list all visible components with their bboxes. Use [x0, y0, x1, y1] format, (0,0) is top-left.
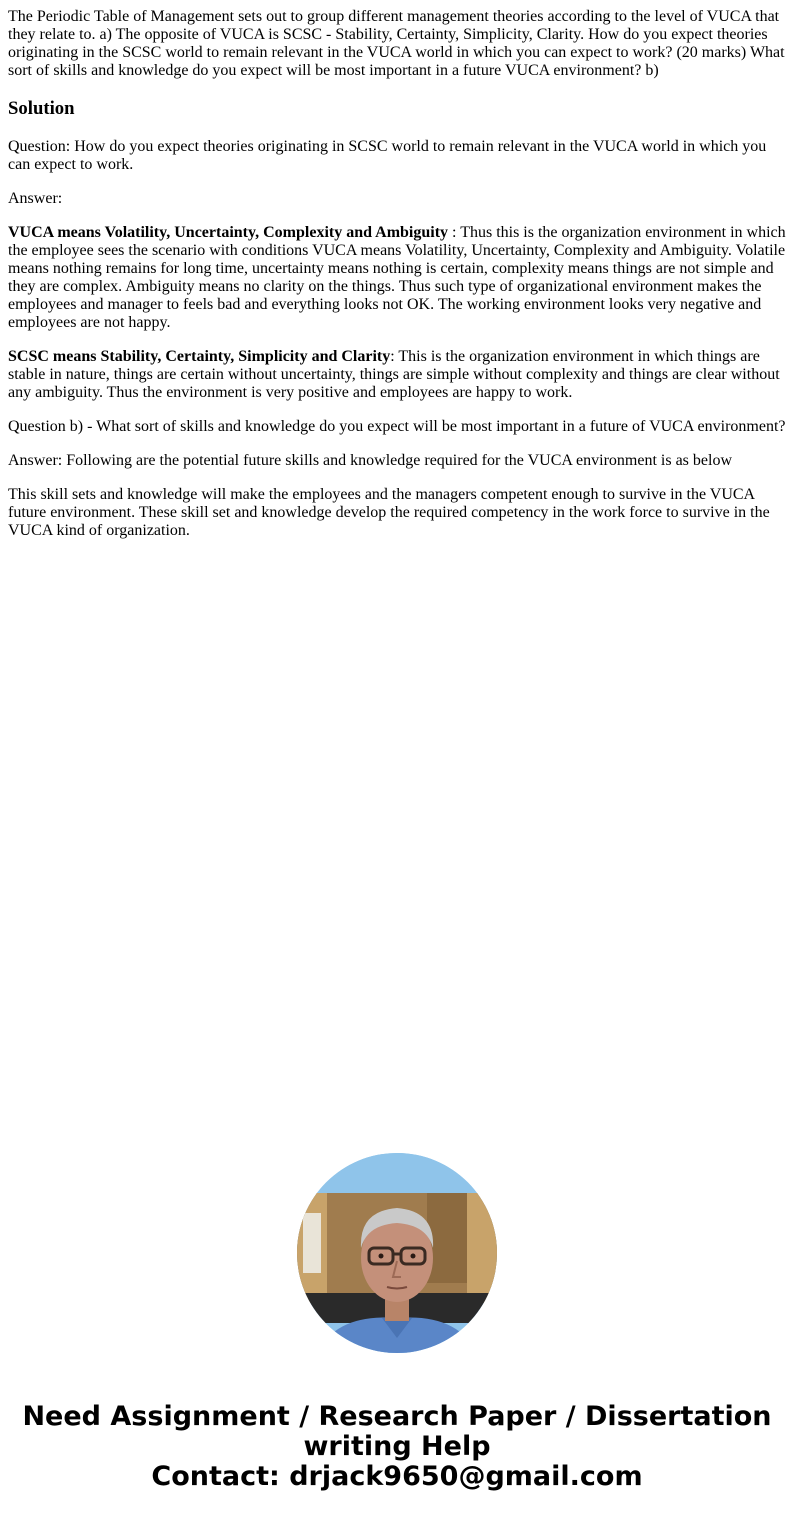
document-body — [8, 8, 786, 556]
avatar-portrait — [297, 1153, 497, 1353]
promo-contact: Contact: drjack9650@gmail.com — [151, 1461, 643, 1492]
promo-line-1: Need Assignment / Research Paper / Dissertation — [22, 1401, 772, 1432]
solution-heading: Solution — [8, 98, 75, 119]
vuca-term: VUCA means Volatility, Uncertainty, Complexity and Ambiguity — [8, 224, 449, 241]
scsc-paragraph — [8, 348, 786, 402]
conclusion-paragraph: This skill sets and knowledge will make the employees and the managers competent enough to survive in the VUCA future environment. These skill set and knowledge develop the required competency in the work force to survive in the VUCA kind of organization. — [8, 486, 770, 539]
question-a: Question: How do you expect theories originating in SCSC world to remain relevant in the VUCA world in which you can expect to work. — [8, 138, 767, 173]
question-b: Question b) - What sort of skills and knowledge do you expect will be most important in a future of VUCA environment? — [8, 418, 786, 435]
question-text: The Periodic Table of Management sets out to group different management theories according to the level of VUCA that they relate to. a) The opposite of VUCA is SCSC - Stability, Certainty, Simplicity, Clarity. How do you expect theories originating in the SCSC world to remain relevant in the VUCA world in which you can expect to work? (20 marks) What sort of skills and knowledge do you expect will be most important in a future VUCA environment? b) — [8, 8, 785, 79]
promo-line-2: writing Help — [303, 1431, 491, 1462]
answer-label: Answer: — [8, 190, 63, 207]
scsc-term: SCSC means Stability, Certainty, Simplicity and Clarity — [8, 348, 391, 365]
vuca-paragraph — [8, 224, 786, 332]
promo-banner — [0, 1402, 794, 1492]
answer-b: Answer: Following are the potential future skills and knowledge required for the VUCA environment is as below — [8, 452, 732, 469]
vuca-text: : Thus this is the organization environment in which the employee sees the scenario with conditions VUCA means Volatility, Uncertainty, Complexity and Ambiguity. Volatile means nothing remains for long time, uncertainty means nothing is certain, complexity means things are not simple and they are complex. Ambiguity means no clarity on the things. Thus such type of organizational environment makes the employees and manager to feels bad and everything looks not OK. The working environment looks very negative and employees are not happy. — [8, 224, 786, 331]
author-avatar — [297, 1153, 497, 1353]
scsc-text: : This is the organization environment in which things are stable in nature, things are certain without uncertainty, things are simple without complexity and things are clear without any ambiguity. Thus the environment is very positive and employees are happy to work. — [8, 348, 780, 401]
